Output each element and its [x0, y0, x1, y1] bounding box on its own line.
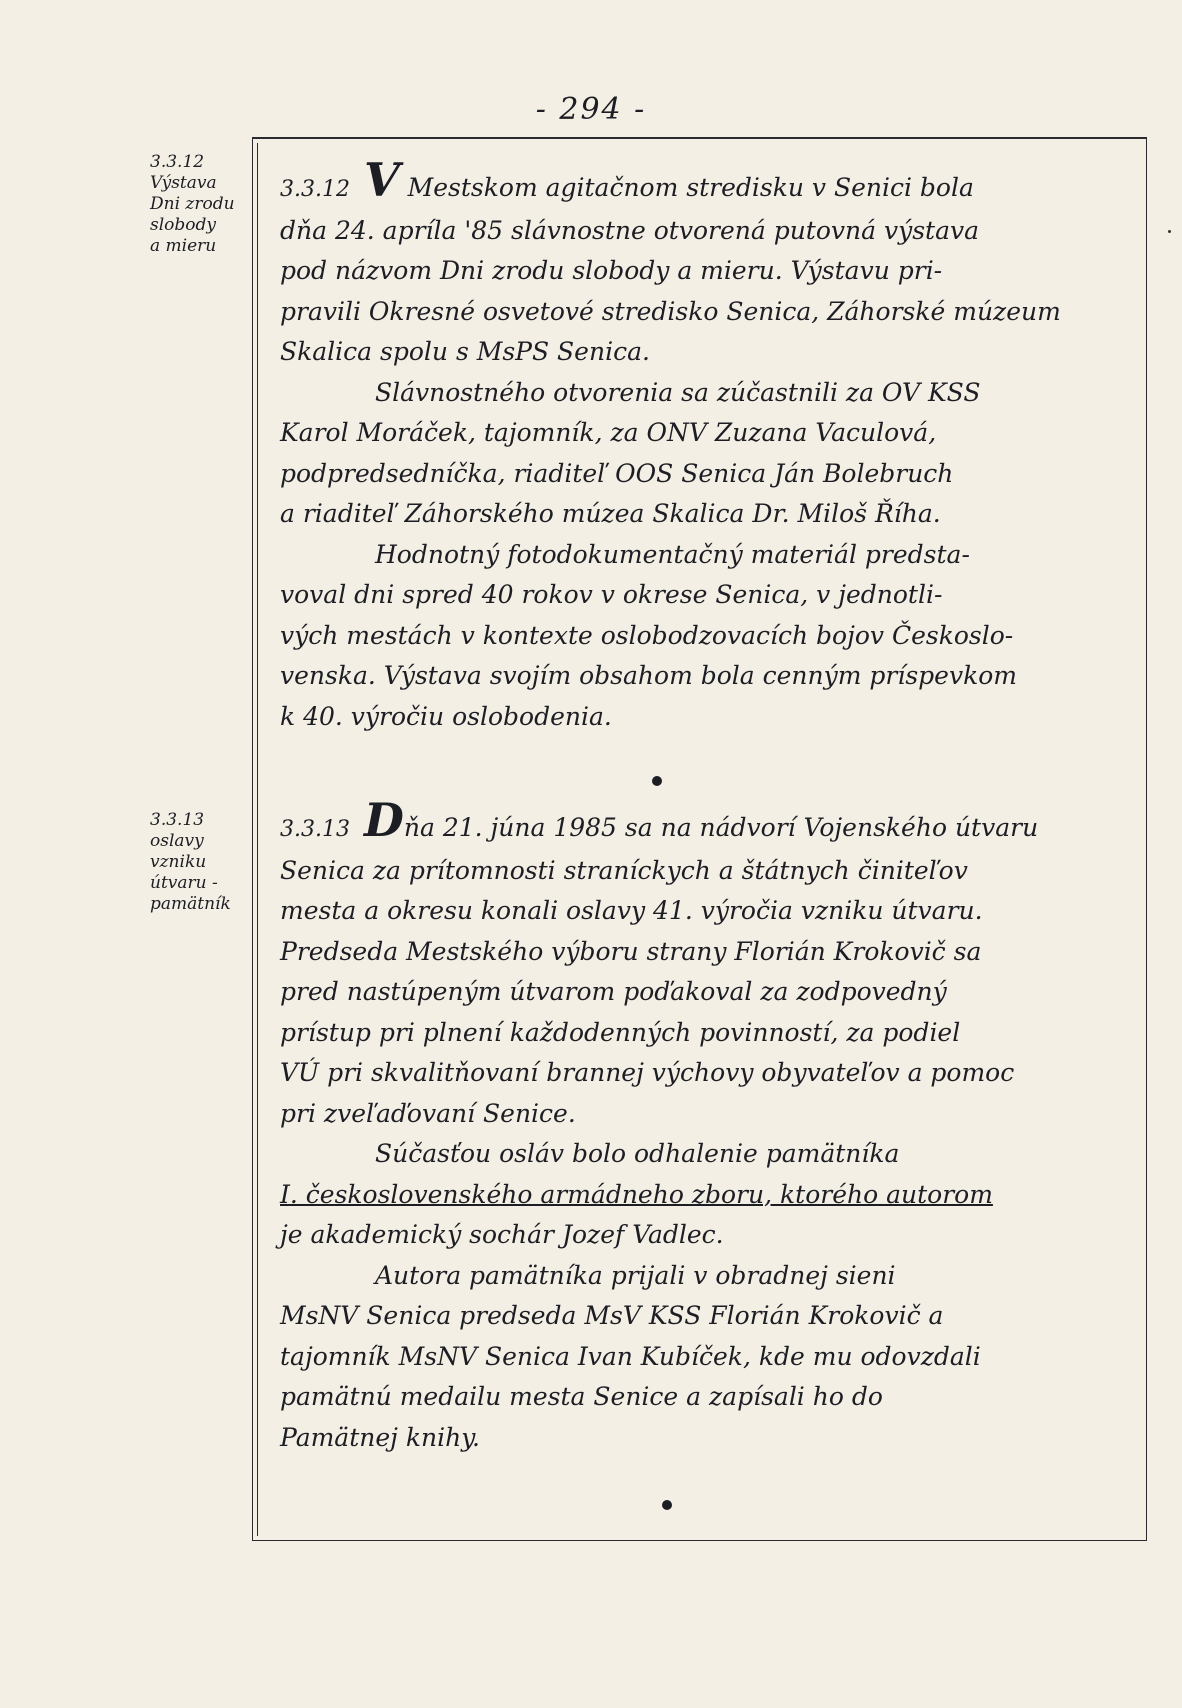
margin-note-line: Dni zrodu: [150, 194, 235, 214]
entry-line: Autora pamätníka prijali v obradnej sieni: [375, 1260, 896, 1290]
entry-line: VÚ pri skvalitňovaní brannej výchovy obyvateľov a pomoc: [280, 1058, 1015, 1087]
entry-line: Karol Moráček, tajomník, za ONV Zuzana Vaculová,: [280, 418, 937, 447]
entry-line: Hodnotný fotodokumentačný materiál predsta-: [375, 539, 970, 569]
entry-number: 3.3.12: [280, 177, 350, 202]
entry-line: I. československého armádneho zboru, ktorého autorom: [280, 1179, 993, 1209]
entry-line: pred nastúpeným útvarom poďakoval za zodpovedný: [280, 977, 947, 1006]
entry-line: a riaditeľ Záhorského múzea Skalica Dr. Miloš Říha.: [280, 499, 941, 528]
margin-note-line: oslavy: [150, 831, 204, 851]
entry-line: Súčasťou osláv bolo odhalenie pamätníka: [375, 1139, 900, 1168]
entry-line: ňa 21. júna 1985 sa na nádvorí Vojenského útvaru: [403, 813, 1039, 842]
entry-line: Mestskom agitačnom stredisku v Senici bola: [407, 173, 974, 202]
section-separator-dot: [652, 776, 662, 786]
entry-3-3-13: [280, 793, 1130, 1458]
entry-number: 3.3.13: [280, 817, 350, 842]
margin-note-line: Výstava: [150, 173, 217, 193]
entry-line: pravili Okresné osvetové stredisko Senica, Záhorské múzeum: [280, 296, 1061, 326]
margin-note-line: a mieru: [150, 236, 217, 256]
entry-line: podpredsedníčka, riaditeľ OOS Senica Ján Bolebruch: [280, 458, 954, 488]
entry-line: mesta a okresu konali oslavy 41. výročia vzniku útvaru.: [280, 896, 983, 925]
entry-line: Pamätnej knihy.: [280, 1422, 480, 1452]
entry-line: Predseda Mestského výboru strany Florián Krokovič sa: [280, 936, 982, 966]
entry-line: je akademický sochár Jozef Vadlec.: [280, 1220, 724, 1249]
margin-note-3-3-12: [150, 152, 250, 257]
margin-note-line: vzniku: [150, 852, 207, 872]
entry-line: prístup pri plnení každodenných povinností, za podiel: [280, 1017, 961, 1047]
entry-line: pamätnú medailu mesta Senice a zapísali ho do: [280, 1382, 883, 1411]
margin-note-number: 3.3.13: [150, 810, 205, 830]
section-end-dot: [662, 1500, 672, 1510]
margin-note-3-3-13: [150, 810, 250, 915]
entry-line: MsNV Senica predseda MsV KSS Florián Krokovič a: [280, 1301, 944, 1330]
entry-initial: D: [363, 793, 404, 847]
margin-note-line: slobody: [150, 215, 216, 235]
entry-line: Skalica spolu s MsPS Senica.: [280, 337, 650, 366]
entry-line: pri zveľaďovaní Senice.: [280, 1098, 576, 1128]
entry-initial: V: [363, 153, 400, 207]
entry-line: tajomník MsNV Senica Ivan Kubíček, kde mu odovzdali: [280, 1341, 981, 1371]
margin-note-line: pamätník: [150, 894, 231, 914]
entry-line: vých mestách v kontexte oslobodzovacích bojov Českoslo-: [280, 620, 1014, 650]
entry-line: venska. Výstava svojím obsahom bola cenným príspevkom: [280, 661, 1017, 690]
margin-note-line: útvaru -: [150, 873, 218, 893]
entry-line: pod názvom Dni zrodu slobody a mieru. Výstavu pri-: [280, 256, 943, 285]
entry-line: Senica za prítomnosti straníckych a štátnych činiteľov: [280, 855, 968, 885]
page-number: - 294 -: [535, 92, 647, 127]
entry-line: Slávnostného otvorenia sa zúčastnili za OV KSS: [375, 377, 981, 407]
margin-dot: [1168, 230, 1171, 233]
entry-3-3-12: [280, 153, 1130, 737]
margin-note-number: 3.3.12: [150, 152, 205, 172]
entry-line: dňa 24. apríla '85 slávnostne otvorená putovná výstava: [280, 215, 980, 245]
entry-line: voval dni spred 40 rokov v okrese Senica, v jednotli-: [280, 580, 943, 609]
entry-line: k 40. výročiu oslobodenia.: [280, 701, 612, 731]
